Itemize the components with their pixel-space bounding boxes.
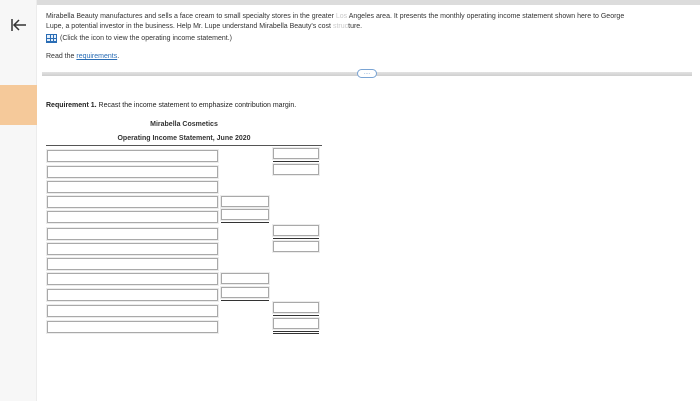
line-item-label-input[interactable]: [47, 305, 218, 317]
line-item-label-input[interactable]: [47, 273, 218, 285]
total-input[interactable]: [273, 318, 319, 329]
line-item-label-input[interactable]: [47, 150, 218, 162]
statement-icon-link[interactable]: [46, 34, 232, 43]
company-name: Mirabella Cosmetics: [150, 121, 218, 128]
back-arrow-icon[interactable]: [10, 16, 28, 34]
grand-total-double-rule: [273, 331, 319, 334]
question-text-faded: Los: [335, 13, 348, 20]
read-requirements-line: [46, 53, 119, 60]
read-prefix: Read the: [46, 53, 77, 60]
left-navigation-strip: [0, 0, 37, 401]
question-text: [46, 12, 686, 31]
total-input[interactable]: [273, 302, 319, 313]
total-input[interactable]: [273, 148, 319, 159]
amount-input[interactable]: [221, 287, 269, 298]
line-item-label-input[interactable]: [47, 228, 218, 240]
amount-input[interactable]: [221, 196, 269, 207]
read-suffix: .: [117, 53, 120, 60]
table-icon[interactable]: [46, 34, 57, 43]
statement-title: Operating Income Statement, June 2020: [117, 135, 251, 142]
total-input[interactable]: [273, 225, 319, 236]
amount-input[interactable]: [221, 209, 269, 220]
line-item-label-input[interactable]: [47, 166, 218, 178]
question-text-part: Mirabella Beauty manufactures and sells a face cream to small specialty stores in the greater: [46, 13, 336, 20]
statement-icon-text: (Click the icon to view the operating income statement.): [60, 35, 232, 42]
header-underline: [46, 145, 322, 146]
question-text-part: Angeles area. It presents the monthly operating income statement shown here to George: [347, 13, 625, 20]
requirement-label: Requirement 1.: [46, 102, 97, 109]
line-item-label-input[interactable]: [47, 243, 218, 255]
subtotal-rule: [273, 161, 319, 162]
line-item-label-input[interactable]: [47, 289, 218, 301]
subtotal-rule: [273, 238, 319, 239]
total-input[interactable]: [273, 164, 319, 175]
line-item-label-input[interactable]: [47, 196, 218, 208]
expand-more-button[interactable]: ....: [357, 69, 377, 78]
question-text-part: Lupe, a potential investor in the business. Help Mr. Lupe understand Mirabella Beauty's cost: [46, 22, 333, 30]
requirements-link[interactable]: requirements: [76, 53, 118, 60]
question-text-faded: struc: [332, 22, 349, 30]
line-item-label-input[interactable]: [47, 321, 218, 333]
question-text-part: ture.: [348, 22, 363, 30]
line-item-label-input[interactable]: [47, 181, 218, 193]
requirement-text: Recast the income statement to emphasize contribution margin.: [96, 102, 297, 109]
subtotal-rule: [221, 222, 269, 223]
line-item-label-input[interactable]: [47, 211, 218, 223]
subtotal-rule: [273, 315, 319, 316]
total-input[interactable]: [273, 241, 319, 252]
top-bar: [0, 0, 700, 5]
amount-input[interactable]: [221, 273, 269, 284]
requirement-title: [46, 102, 296, 109]
line-item-label-input[interactable]: [47, 258, 218, 270]
active-part-indicator: [0, 85, 37, 125]
subtotal-rule: [221, 300, 269, 301]
